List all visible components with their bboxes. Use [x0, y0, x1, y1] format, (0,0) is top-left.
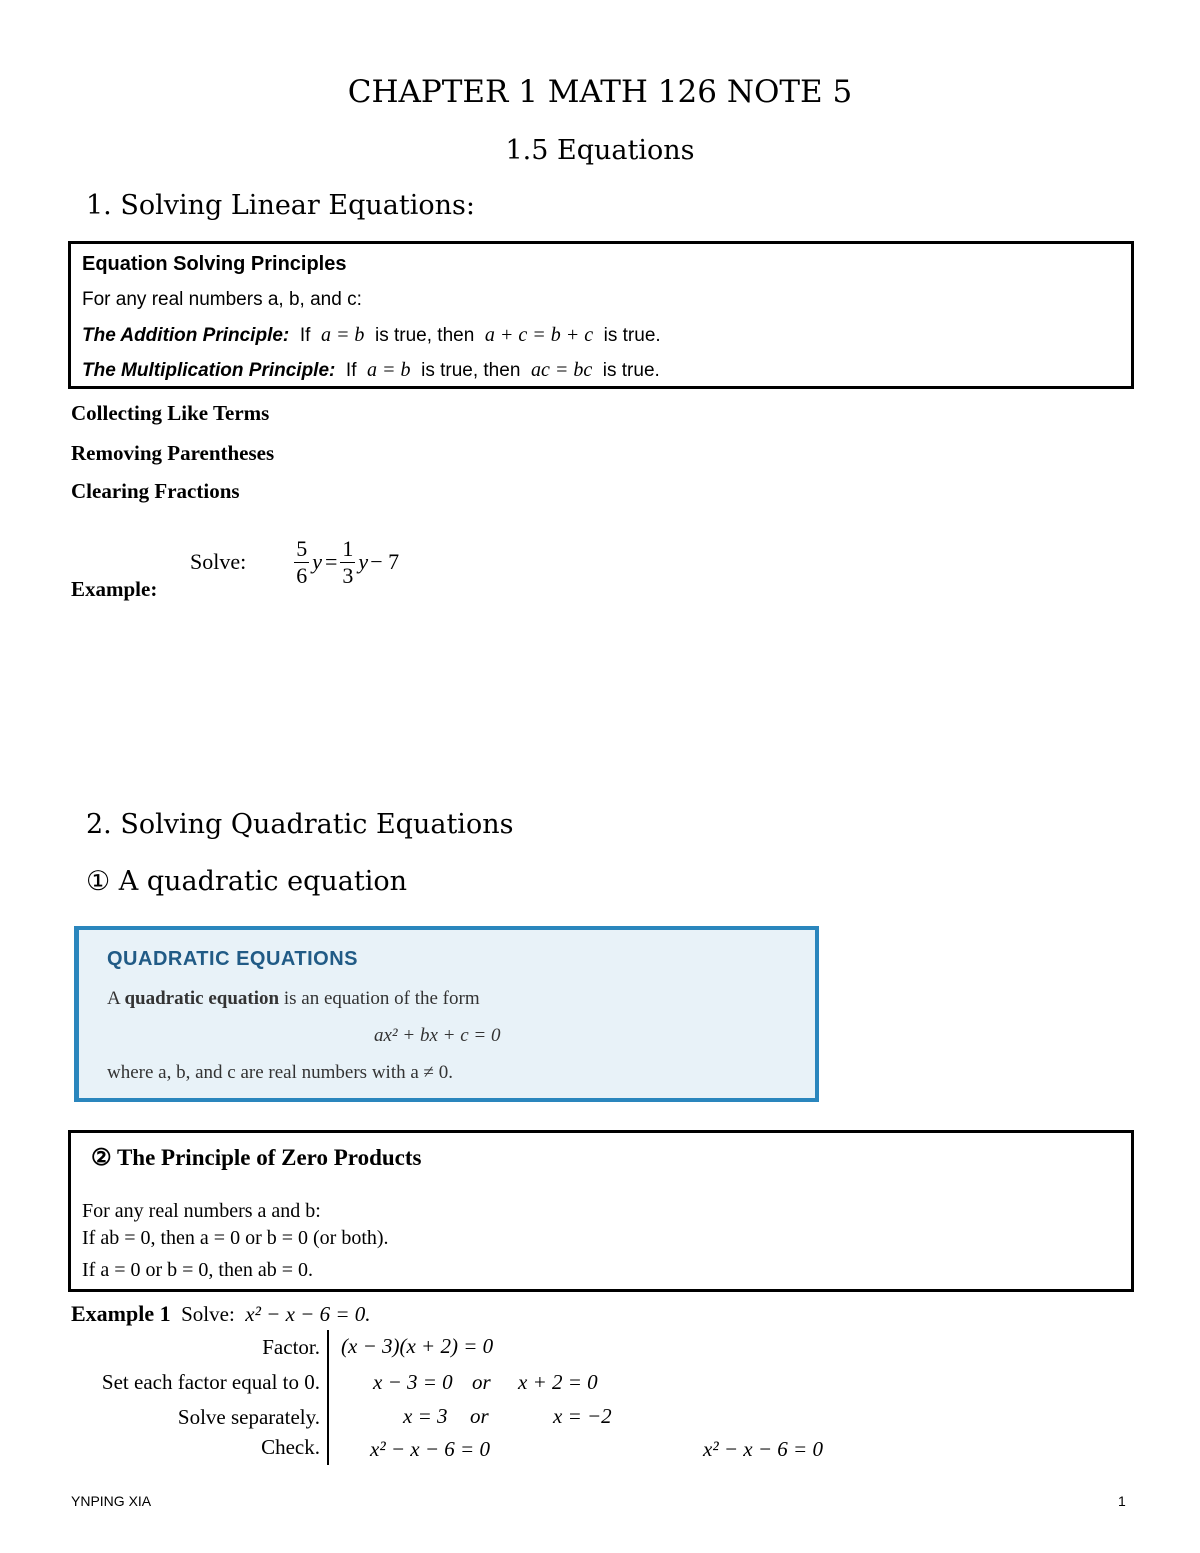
technique-collecting: Collecting Like Terms: [71, 401, 270, 425]
footer-author: YNPING XIA: [71, 1493, 152, 1509]
quadratic-box-title: QUADRATIC EQUATIONS: [107, 948, 358, 970]
quadratic-formula: ax² + bx + c = 0: [374, 1025, 501, 1046]
zero-products-line3: If a = 0 or b = 0, then ab = 0.: [82, 1259, 314, 1281]
addition-principle: The Addition Principle: If a = b is true, then a + c = b + c is true.: [82, 324, 661, 346]
principles-title: Equation Solving Principles: [82, 253, 347, 275]
page-subtitle: 1.5 Equations: [505, 135, 695, 166]
step-check-label: Check.: [261, 1435, 320, 1459]
step-set-zero-b: x + 2 = 0: [518, 1370, 598, 1394]
page-number: 1: [1118, 1493, 1126, 1509]
principles-box: [68, 241, 1134, 389]
step-solve-b: x = −2: [553, 1404, 612, 1428]
step-factor-label: Factor.: [262, 1335, 320, 1359]
zero-products-title: ② The Principle of Zero Products: [91, 1145, 422, 1170]
step-set-zero-label: Set each factor equal to 0.: [101, 1370, 320, 1394]
section2-heading: 2. Solving Quadratic Equations: [86, 809, 514, 840]
step-solve-a: x = 3: [403, 1404, 448, 1428]
technique-parentheses: Removing Parentheses: [71, 441, 275, 465]
step-factor-work: (x − 3)(x + 2) = 0: [341, 1334, 494, 1358]
example-label: Example:: [71, 577, 158, 601]
step-solve-or: or: [470, 1404, 489, 1428]
step-solve-label: Solve separately.: [177, 1405, 320, 1429]
technique-fractions: Clearing Fractions: [71, 479, 240, 503]
principles-line1: For any real numbers a, b, and c:: [82, 289, 362, 310]
quadratic-definition: A quadratic equation is an equation of the form: [107, 988, 480, 1009]
example1-header: Example 1 Solve: x² − x − 6 = 0.: [71, 1301, 371, 1326]
quadratic-where: where a, b, and c are real numbers with a ≠ 0.: [107, 1062, 453, 1083]
page-title: CHAPTER 1 MATH 126 NOTE 5: [347, 74, 853, 110]
step-set-zero-a: x − 3 = 0: [373, 1370, 453, 1394]
example1-divider: [327, 1330, 329, 1465]
solve-label: Solve:: [190, 549, 247, 574]
step-set-zero-or: or: [472, 1370, 491, 1394]
example-equation: Solve: 5 6 y = $\frac{1}{3}$ y − 7: [190, 535, 400, 588]
quadratic-definition-box: [74, 926, 819, 1102]
zero-products-line1: For any real numbers a and b:: [82, 1200, 321, 1222]
step-check-b: x² − x − 6 = 0: [703, 1437, 823, 1461]
zero-products-box: [68, 1130, 1134, 1292]
section1-heading: 1. Solving Linear Equations:: [86, 190, 475, 221]
multiplication-principle: The Multiplication Principle: If a = b is true, then ac = bc is true.: [82, 359, 660, 381]
quadratic-subheading: ① A quadratic equation: [86, 866, 407, 897]
step-check-a: x² − x − 6 = 0: [370, 1437, 490, 1461]
zero-products-line2: If ab = 0, then a = 0 or b = 0 (or both).: [82, 1227, 389, 1249]
